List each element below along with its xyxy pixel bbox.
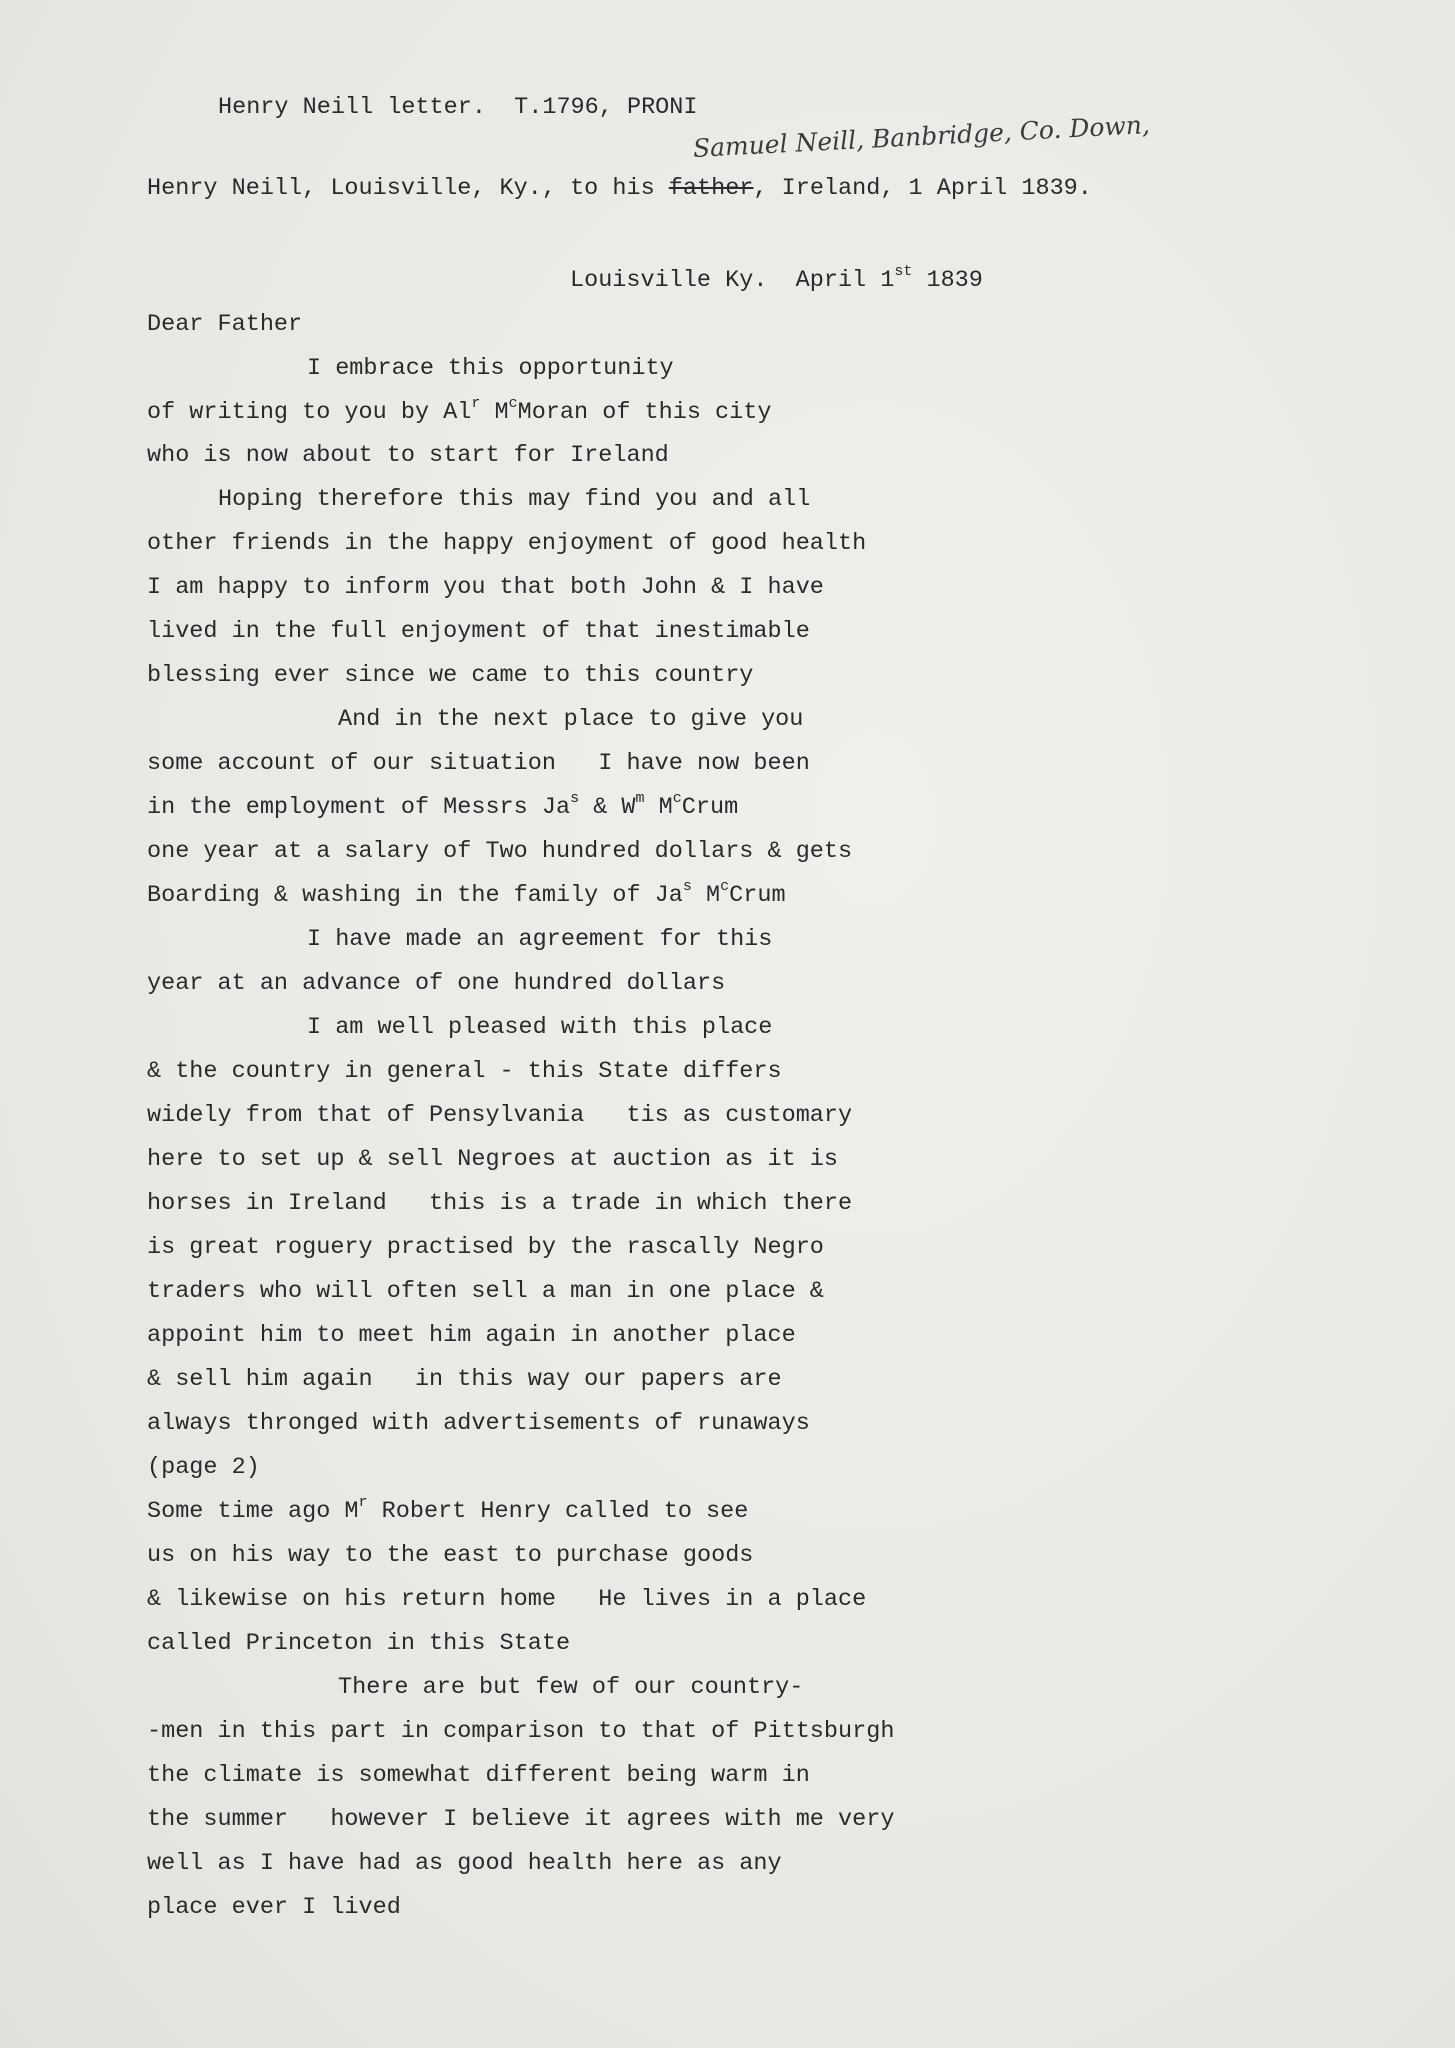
body-line: blessing ever since we came to this country [147,662,754,689]
body-line: called Princeton in this State [147,1630,571,1657]
body-line: Hoping therefore this may find you and all [218,486,811,513]
body-line: I am well pleased with this place [307,1014,773,1041]
body-line: And in the next place to give you [338,706,804,733]
date-superscript: st [894,263,913,280]
body-line: other friends in the happy enjoyment of good health [147,530,867,557]
body-line: & sell him again in this way our papers are [147,1366,782,1393]
body-line: Some time ago $M^r$ Robert Henry called to see [147,1494,749,1525]
body-line: traders who will often sell a man in one place & [147,1278,824,1305]
body-line: who is now about to start for Ireland [147,442,669,469]
body-line: well as I have had as good health here as any [147,1850,782,1877]
page-marker: (page 2) [147,1454,260,1481]
body-line: appoint him to meet him again in another place [147,1322,796,1349]
body-line: I embrace this opportunity [307,355,674,382]
body-line: the climate is somewhat different being warm in [147,1762,810,1789]
document-title: Henry Neill letter. T.1796, PRONI [218,94,698,121]
letter-date [570,263,983,296]
body-line: I am happy to inform you that both John & I have [147,574,824,601]
body-line: place ever I lived [147,1894,401,1921]
body-line: & likewise on his return home He lives in a place [147,1586,867,1613]
summary-suffix: , Ireland, 1 April 1839. [753,175,1092,202]
body-line: lived in the full enjoyment of that inestimable [147,618,810,645]
summary-prefix: Henry Neill, Louisville, Ky., to his [147,175,669,202]
body-line: some account of our situation I have now been [147,750,810,777]
handwritten-annotation: Samuel Neill, Banbridge, Co. Down, [692,110,1151,163]
body-line: widely from that of Pensylvania tis as customary [147,1102,853,1129]
body-line: & the country in general - this State differs [147,1058,782,1085]
summary-line [147,174,1092,204]
body-line: -men in this part in comparison to that of Pittsburgh [147,1718,895,1745]
body-line: I have made an agreement for this [307,926,773,953]
date-year: 1839 [912,267,983,294]
struck-word: father [668,175,754,202]
date-text: Louisville Ky. April 1 [570,267,895,294]
body-line: one year at a salary of Two hundred dollars & gets [147,838,853,865]
body-line: Boarding & washing in the family of Ja$^s$ $M^cCrum$ [147,878,786,909]
body-line: There are but few of our country- [338,1674,804,1701]
body-line: in the employment of Messrs Ja$^s$ & $W^m$ $M^cCrum$ [147,790,739,821]
body-line: always thronged with advertisements of runaways [147,1410,810,1437]
salutation: Dear Father [147,311,303,338]
body-line: the summer however I believe it agrees with me very [147,1806,895,1833]
body-line: is great roguery practised by the rascally Negro [147,1234,824,1261]
body-line: us on his way to the east to purchase goods [147,1542,754,1569]
body-line: of writing to you by Al$^r$ $M^cMoran$ of this city [147,395,772,426]
body-line: here to set up & sell Negroes at auction as it is [147,1146,839,1173]
body-line: horses in Ireland this is a trade in which there [147,1190,853,1217]
body-line: year at an advance of one hundred dollars [147,970,726,997]
